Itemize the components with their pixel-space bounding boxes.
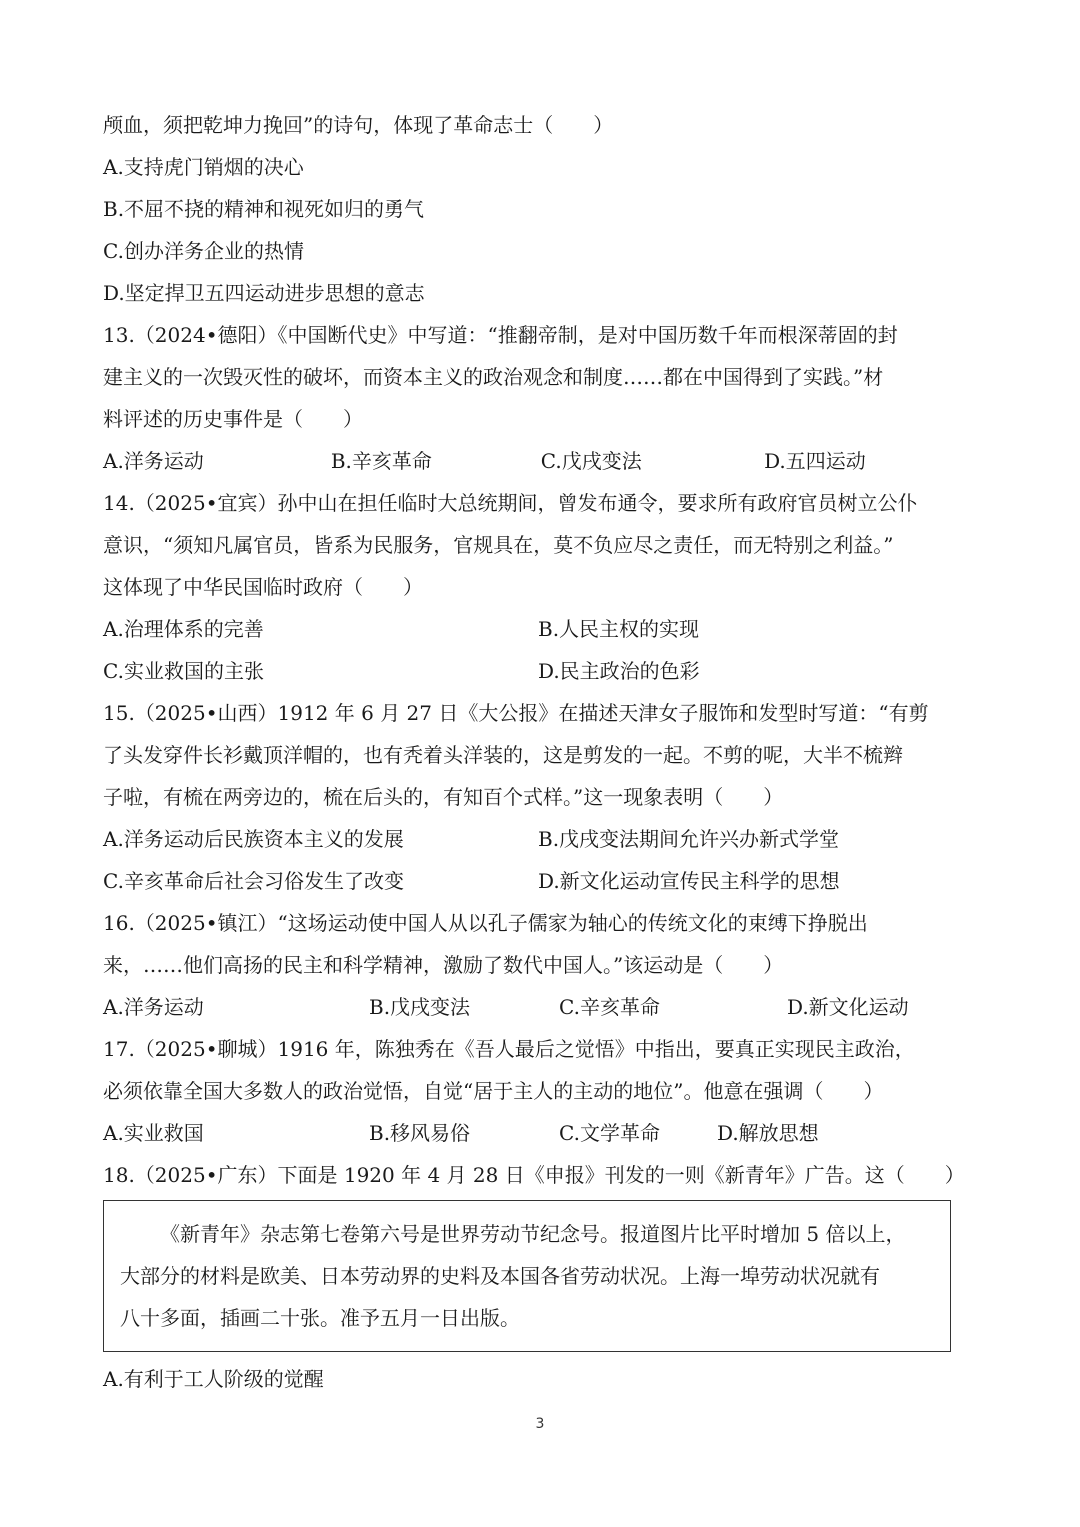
options-row: [103, 608, 983, 650]
question-17: [103, 1028, 983, 1154]
option-d: D.坚定捍卫五四运动进步思想的意志: [103, 281, 425, 305]
question-stem-line: 18.（2025•广东）下面是 1920 年 4 月 28 日《申报》刊发的一则《新青年》广告。这（ ）: [103, 1163, 965, 1187]
question-stem-line: 16.（2025•镇江）“这场运动使中国人从以孔子儒家为轴心的传统文化的束缚下挣脱出: [103, 911, 868, 935]
material-box: [103, 1200, 951, 1352]
option-b: B.辛亥革命: [330, 449, 432, 473]
question-stem-line: 料评述的历史事件是（ ）: [103, 407, 363, 431]
option-a: A.洋务运动后民族资本主义的发展: [103, 827, 404, 851]
question-14: [103, 482, 983, 692]
question-stem-line: 15.（2025•山西）1912 年 6 月 27 日《大公报》在描述天津女子服饰和发型时写道：“有剪: [103, 701, 929, 725]
option-d: D.新文化运动宣传民主科学的思想: [538, 869, 840, 893]
question-stem-line: 子啦，有梳在两旁边的，梳在后头的，有知百个式样。”这一现象表明（ ）: [103, 785, 784, 809]
option-b: B.移风易俗: [369, 1121, 471, 1145]
options-row: [103, 440, 983, 482]
question-stem-line: 颅血，须把乾坤力挽回”的诗句，体现了革命志士（ ）: [103, 113, 614, 137]
option-c: C.创办洋务企业的热情: [103, 239, 304, 263]
option-a: A.有利于工人阶级的觉醒: [103, 1367, 324, 1391]
material-line: 八十多面，插画二十张。准予五月一日出版。: [120, 1306, 520, 1330]
option-a: A.支持虎门销烟的决心: [103, 155, 304, 179]
question-stem-line: 建主义的一次毁灭性的破坏，而资本主义的政治观念和制度……都在中国得到了实践。”材: [103, 365, 884, 389]
option-a: A.治理体系的完善: [103, 617, 264, 641]
options-row: [103, 986, 983, 1028]
question-stem-line: 这体现了中华民国临时政府（ ）: [103, 575, 423, 599]
option-c: C.实业救国的主张: [103, 659, 264, 683]
option-b: B.戊戌变法: [369, 995, 471, 1019]
option-c: C.辛亥革命: [559, 995, 660, 1019]
options-row: [103, 1112, 983, 1154]
options-row: [103, 860, 983, 902]
material-line: 大部分的材料是欧美、日本劳动界的史料及本国各省劳动状况。上海一埠劳动状况就有: [120, 1264, 880, 1288]
options-row: [103, 650, 983, 692]
question-18: [103, 1154, 983, 1400]
question-stem-line: 17.（2025•聊城）1916 年，陈独秀在《吾人最后之觉悟》中指出，要真正实现民主政治，: [103, 1037, 915, 1061]
material-line: 《新青年》杂志第七卷第六号是世界劳动节纪念号。报道图片比平时增加 5 倍以上，: [160, 1222, 906, 1246]
option-b: B.不屈不挠的精神和视死如归的勇气: [103, 197, 425, 221]
question-stem-line: 了头发穿件长衫戴顶洋帽的，也有秃着头洋装的，这是剪发的一起。不剪的呢，大半不梳辫: [103, 743, 903, 767]
option-c: C.文学革命: [559, 1121, 660, 1145]
question-stem-line: 13.（2024•德阳）《中国断代史》中写道：“推翻帝制，是对中国历数千年而根深蒂固的封: [103, 323, 898, 347]
option-d: D.解放思想: [717, 1121, 819, 1145]
option-d: D.新文化运动: [787, 995, 909, 1019]
option-d: D.民主政治的色彩: [538, 659, 700, 683]
question-list: [103, 104, 983, 1400]
option-d: D.五四运动: [764, 449, 866, 473]
option-c: C.戊戌变法: [540, 449, 642, 473]
question-stem-line: 必须依靠全国大多数人的政治觉悟，自觉“居于主人的主动的地位”。他意在强调（ ）: [103, 1079, 884, 1103]
option-b: B.戊戌变法期间允许兴办新式学堂: [538, 827, 840, 851]
option-c: C.辛亥革命后社会习俗发生了改变: [103, 869, 404, 893]
option-a: A.实业救国: [103, 1121, 204, 1145]
question-stem-line: 意识，“须知凡属官员，皆系为民服务，官规具在，莫不负应尽之责任，而无特别之利益。”: [103, 533, 894, 557]
question-stem-line: 来，……他们高扬的民主和科学精神，激励了数代中国人。”该运动是（ ）: [103, 953, 784, 977]
question-15: [103, 692, 983, 902]
option-a: A.洋务运动: [103, 449, 204, 473]
question-13: [103, 314, 983, 482]
question-16: [103, 902, 983, 1028]
page-number: 3: [535, 1416, 545, 1432]
question-12-continued: [103, 104, 983, 314]
option-b: B.人民主权的实现: [538, 617, 700, 641]
option-a: A.洋务运动: [103, 995, 204, 1019]
options-row: [103, 818, 983, 860]
question-stem-line: 14.（2025•宜宾）孙中山在担任临时大总统期间，曾发布通令，要求所有政府官员树立公仆: [103, 491, 918, 515]
